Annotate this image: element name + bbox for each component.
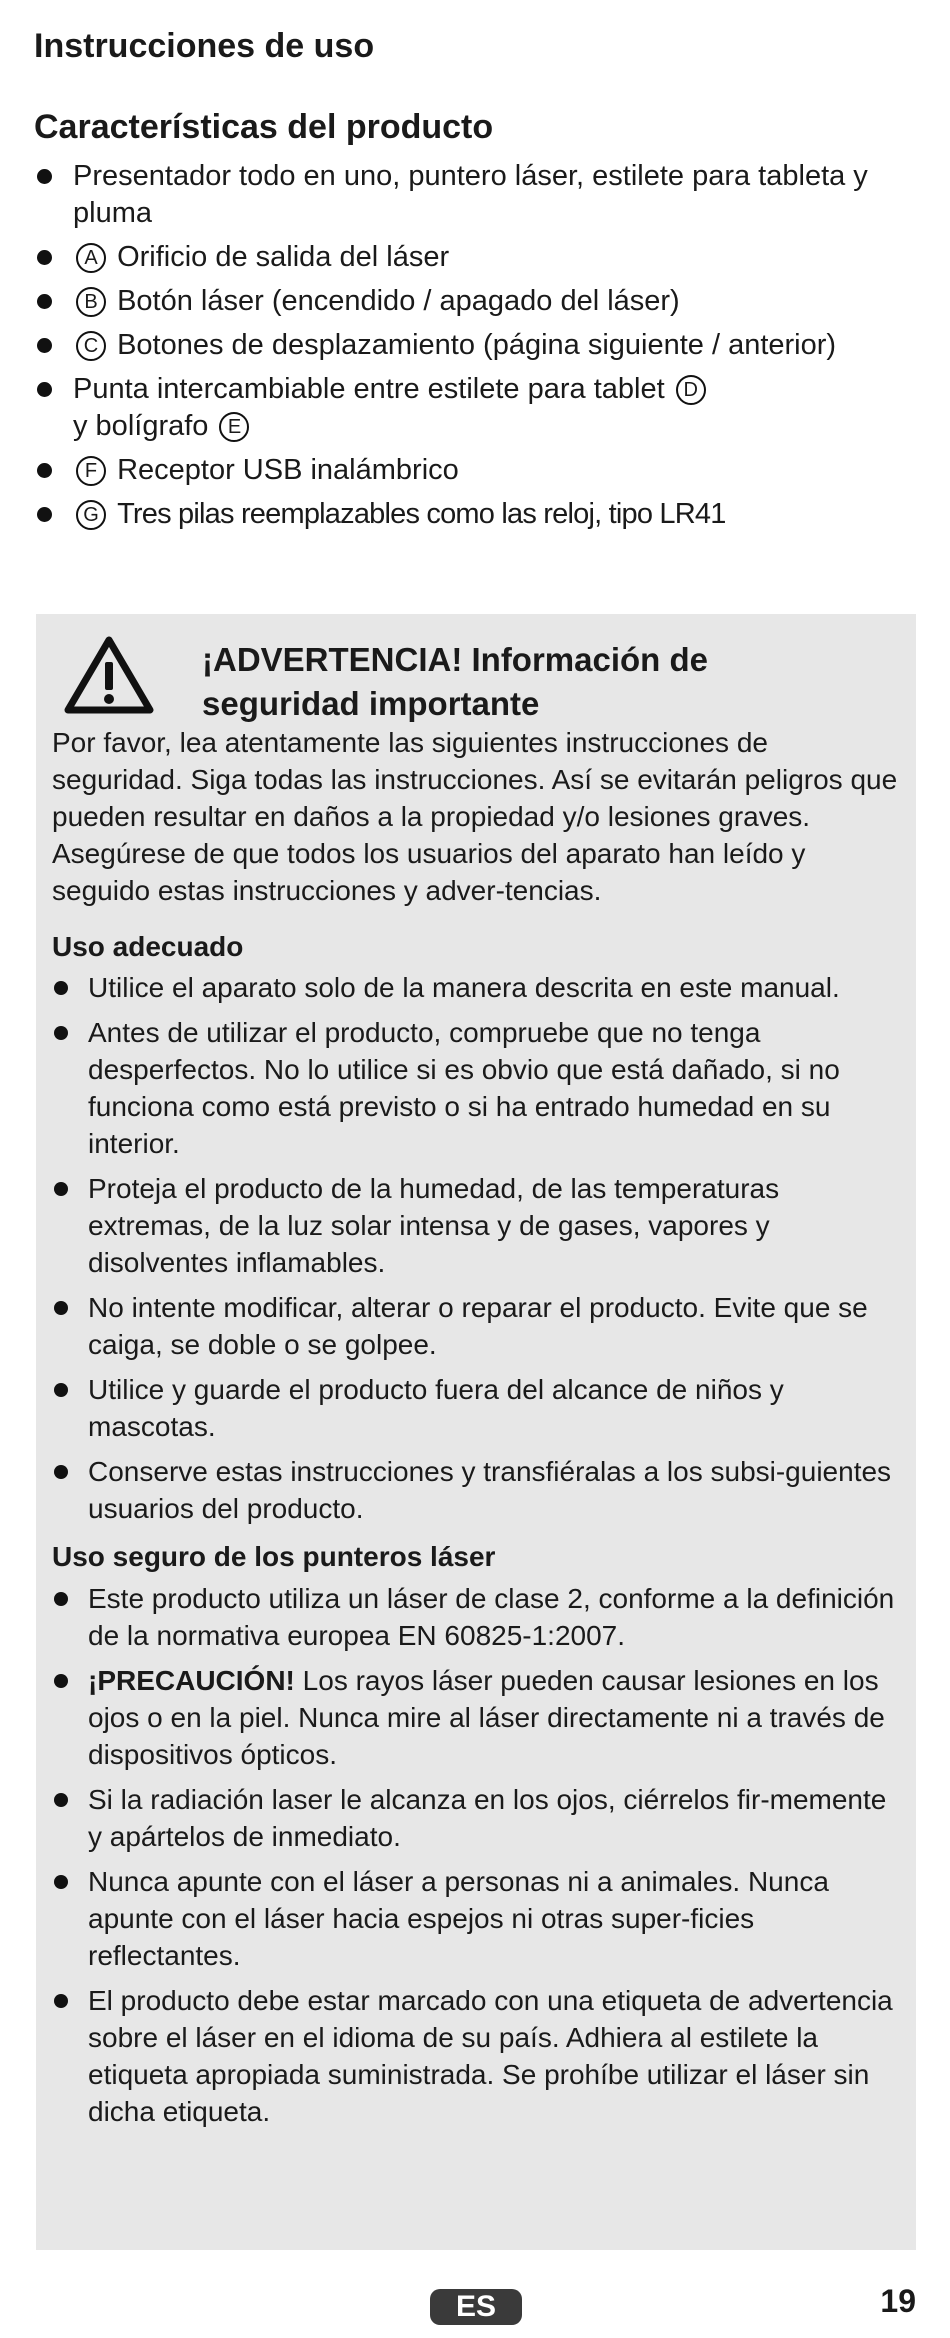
callout-a: A xyxy=(76,243,106,273)
list-item: Si la radiación laser le alcanza en los ojos, ciérrelos fir-memente y apártelos de inmediato. xyxy=(52,1781,904,1855)
page-content xyxy=(34,26,916,540)
caution-text: Los rayos láser pueden causar lesiones en los ojos o en la piel. Nunca mire al láser directamente ni a través de dispositivos ópticos. xyxy=(88,1664,885,1770)
feature-item xyxy=(34,371,916,445)
list-item: Utilice y guarde el producto fuera del alcance de niños y mascotas. xyxy=(52,1371,904,1445)
feature-item xyxy=(34,452,916,489)
warning-header xyxy=(52,636,904,724)
feature-text: Orificio de salida del láser xyxy=(117,240,450,273)
callout-e: E xyxy=(219,412,249,442)
feature-item xyxy=(34,496,916,533)
warning-title-line2: seguridad importante xyxy=(202,685,540,722)
feature-item xyxy=(34,158,916,232)
list-item: Este producto utiliza un láser de clase 2, conforme a la definición de la normativa europea EN 60825-1:2007. xyxy=(52,1580,904,1654)
list-item: Antes de utilizar el producto, compruebe que no tenga desperfectos. No lo utilice si es obvio que está dañado, si no funciona como está previsto o si ha entrado humedad en su interior. xyxy=(52,1014,904,1162)
language-badge: ES xyxy=(430,2289,522,2325)
list-item: No intente modificar, alterar o reparar el producto. Evite que se caiga, se doble o se golpee. xyxy=(52,1289,904,1363)
list-item: Conserve estas instrucciones y transfiéralas a los subsi-guientes usuarios del producto. xyxy=(52,1453,904,1527)
caution-label: ¡PRECAUCIÓN! xyxy=(88,1664,295,1696)
proper-use-heading: Uso adecuado xyxy=(52,931,244,962)
laser-use-heading: Uso seguro de los punteros láser xyxy=(52,1541,496,1573)
list-item: Nunca apunte con el láser a personas ni a animales. Nunca apunte con el láser hacia espejos ni otras super-ficies reflectantes. xyxy=(52,1863,904,1974)
feature-text: Botón láser (encendido / apagado del láser) xyxy=(117,284,680,317)
features-list xyxy=(34,158,916,533)
callout-b: B xyxy=(76,287,106,317)
feature-text: Botones de desplazamiento (página siguiente / anterior) xyxy=(117,328,837,361)
features-heading: Características del producto xyxy=(34,107,494,146)
callout-d: D xyxy=(676,375,706,405)
list-item: El producto debe estar marcado con una etiqueta de advertencia sobre el láser en el idioma de su país. Adhiera al estilete la etiqueta apropiada suministrada. Se prohíbe utilizar el láser sin dicha etiqueta. xyxy=(52,1982,904,2130)
page-number: 19 xyxy=(880,2283,916,2319)
feature-text: Tres pilas reemplazables como las reloj, tipo LR41 xyxy=(117,497,726,530)
callout-g: G xyxy=(76,500,106,530)
feature-text: Punta intercambiable entre estilete para tablet xyxy=(73,372,665,405)
list-item: Proteja el producto de la humedad, de las temperaturas extremas, de la luz solar intensa y de gases, vapores y disolventes inflamables. xyxy=(52,1170,904,1281)
warning-intro: Por favor, lea atentamente las siguientes instrucciones de seguridad. Siga todas las instrucciones. Así se evitarán peligros que pueden resultar en daños a la propiedad y/o lesiones graves. Asegúrese de que todos los usuarios del aparato han leído y seguido estas instrucciones y adver-tencias. xyxy=(52,727,898,906)
warning-triangle-icon xyxy=(64,636,154,714)
warning-title xyxy=(202,638,708,726)
feature-text: y bolígrafo xyxy=(73,409,209,442)
feature-item xyxy=(34,327,916,364)
feature-text: Presentador todo en uno, puntero láser, estilete para tableta y pluma xyxy=(73,159,868,229)
callout-f: F xyxy=(76,456,106,486)
callout-c: C xyxy=(76,331,106,361)
feature-item xyxy=(34,283,916,320)
warning-title-line1: ¡ADVERTENCIA! Información de xyxy=(202,641,709,678)
list-item: Utilice el aparato solo de la manera descrita en este manual. xyxy=(52,969,904,1006)
feature-text: Receptor USB inalámbrico xyxy=(117,453,459,486)
warning-box xyxy=(36,614,916,2250)
proper-use-list xyxy=(52,969,904,1527)
list-item xyxy=(52,1662,904,1773)
laser-use-list xyxy=(52,1580,904,2130)
doc-title: Instrucciones de uso xyxy=(34,27,375,65)
feature-item xyxy=(34,239,916,276)
